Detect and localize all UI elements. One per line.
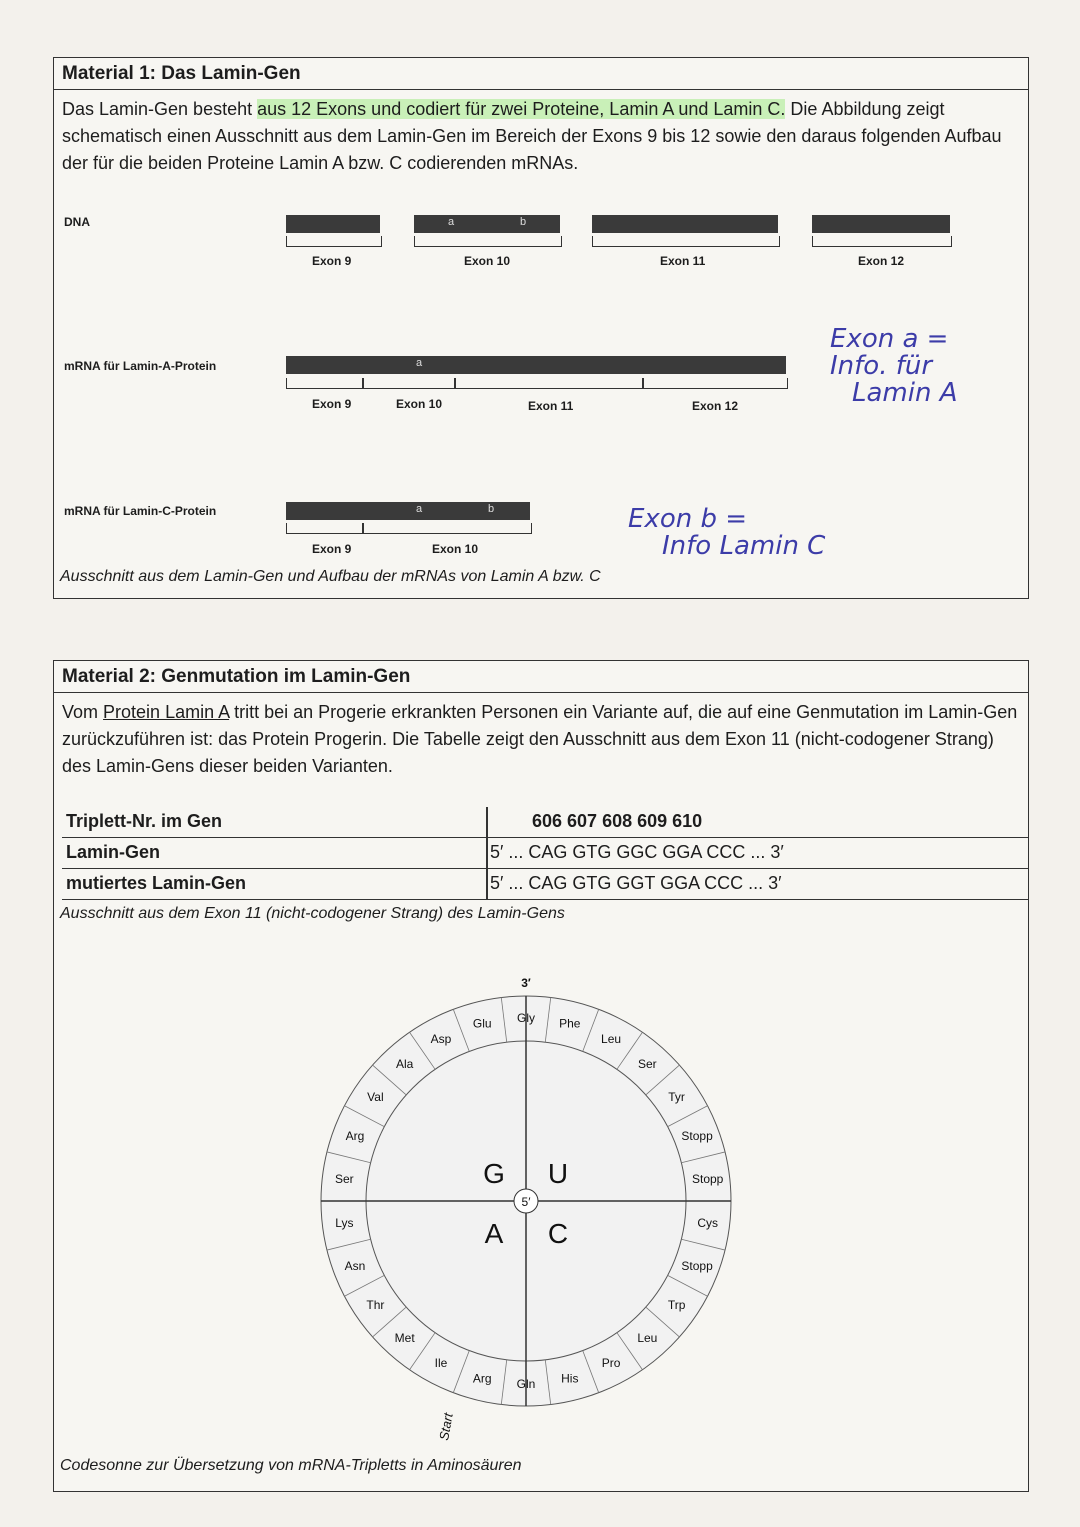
sun-amino-label: His (561, 1371, 579, 1386)
highlighted-text: aus 12 Exons und codiert für zwei Proteine, Lamin A und Lamin C. (257, 99, 786, 119)
sun-amino-label: Asp (430, 1031, 452, 1046)
dna-exon9-label: Exon 9 (312, 254, 352, 268)
mrna-c-label: mRNA für Lamin-C-Protein (64, 504, 217, 518)
mrna-a-exon11: Exon 11 (528, 399, 574, 413)
code-sun-caption: Codesonne zur Übersetzung von mRNA-Tripletts in Aminosäuren (60, 1457, 522, 1474)
material1-text: Das Lamin-Gen besteht aus 12 Exons und codiert für zwei Proteine, Lamin A und Lamin C. Die Abbildung zeigt schematisch einen Ausschnitt aus dem Lamin-Gen im Bereich der Exons 9 bis 12 sowie den daraus folgenden Aufbau der für die beiden Proteine Lamin A bzw. C codierenden mRNAs. (62, 99, 1002, 173)
dna-exon11-label: Exon 11 (660, 254, 706, 268)
mrna-a-seg-a: a (416, 357, 423, 369)
mrna-c-seg-a: a (416, 503, 423, 515)
mrna-c-exon9: Exon 9 (312, 542, 352, 556)
handwritten-note-a: Exon a = Info. für Lamin A (830, 324, 958, 408)
mrna-a-exon12: Exon 12 (692, 399, 739, 413)
mrna-c-bar (286, 502, 530, 520)
table-row: Triplett-Nr. im Gen 606 607 608 609 610 (62, 807, 1028, 838)
dna-exon10-bar (414, 215, 560, 233)
sun-amino-label: Lys (335, 1216, 354, 1231)
table-row: mutiertes Lamin-Gen 5′ ... CAG GTG GGT GGA CCC ... 3′ (62, 869, 1028, 900)
sun-inner-base: U (547, 1158, 569, 1189)
sun-amino-label: Gln (516, 1377, 536, 1391)
code-sun-diagram (266, 929, 786, 1449)
mrna-a-bar (286, 356, 786, 374)
sun-amino-label: Asn (344, 1258, 366, 1273)
sun-amino-label: Tyr (668, 1090, 685, 1105)
sun-amino-label: Stopp (681, 1129, 713, 1144)
seg-a-label: a (448, 216, 455, 228)
mrna-a-label: mRNA für Lamin-A-Protein (64, 359, 217, 373)
mrna-c-exon10: Exon 10 (432, 542, 479, 556)
sun-amino-label: Phe (559, 1016, 581, 1031)
handwritten-note-b: Exon b = Info Lamin C (628, 504, 826, 561)
sun-amino-label: Arg (472, 1371, 492, 1386)
material2-box (53, 660, 1029, 1492)
underlined-text: Protein Lamin A (103, 702, 230, 722)
sun-amino-label: Leu (637, 1330, 658, 1345)
material1-caption: Ausschnitt aus dem Lamin-Gen und Aufbau der mRNAs von Lamin A bzw. C (60, 568, 601, 585)
dna-label: DNA (64, 215, 90, 229)
sun-amino-label: Trp (667, 1297, 686, 1312)
sun-amino-label: Val (367, 1090, 384, 1105)
sun-amino-label: Stopp (691, 1171, 724, 1186)
material1-box (53, 57, 1029, 599)
material2-title: Material 2: Genmutation im Lamin-Gen (54, 661, 1028, 693)
sun-amino-label: Pro (601, 1356, 621, 1371)
seg-b-label: b (520, 216, 527, 228)
sun-three-prime: 3′ (521, 976, 531, 990)
table-row: Lamin-Gen 5′ ... CAG GTG GGC GGA CCC ... 3′ (62, 838, 1028, 869)
sun-amino-label: Glu (472, 1016, 492, 1031)
dna-exon11-bar (592, 215, 778, 233)
sun-amino-label: Ser (334, 1171, 354, 1186)
sun-amino-label: Ile (434, 1356, 448, 1371)
sun-center-label: 5′ (521, 1195, 531, 1209)
sun-amino-label: Ser (638, 1057, 657, 1072)
sun-inner-base: A (484, 1218, 504, 1249)
sun-amino-label: Ala (395, 1057, 414, 1072)
dna-exon9-bar (286, 215, 380, 233)
mrna-a-exon9: Exon 9 (312, 397, 352, 411)
mrna-a-exon10: Exon 10 (396, 397, 443, 411)
dna-exon12-bar (812, 215, 950, 233)
sun-inner-base: C (547, 1218, 569, 1249)
material2-text: Vom Protein Lamin A tritt bei an Progerie erkrankten Personen ein Variante auf, die auf eine Genmutation im Lamin-Gen zurückzuführen ist: das Protein Progerin. Die Tabelle zeigt den Ausschnitt aus dem Exon 11 (nicht-codogener Strang) des Lamin-Gens dieser beiden Varianten. (62, 702, 1018, 776)
dna-exon10-label: Exon 10 (464, 254, 511, 268)
mrna-c-seg-b: b (488, 503, 495, 515)
sun-amino-label: Leu (601, 1031, 622, 1046)
sun-amino-label: Thr (366, 1297, 385, 1312)
sun-amino-label: Cys (697, 1216, 719, 1231)
sun-amino-label: Met (394, 1330, 415, 1345)
dna-exon12-label: Exon 12 (858, 254, 905, 268)
material1-title: Material 1: Das Lamin-Gen (54, 58, 1028, 90)
sun-amino-label: Gly (517, 1011, 535, 1025)
sun-start-label: Start (436, 1411, 456, 1442)
sun-amino-label: Stopp (681, 1258, 713, 1273)
table-caption: Ausschnitt aus dem Exon 11 (nicht-codogener Strang) des Lamin-Gens (60, 905, 565, 922)
sun-amino-label: Arg (345, 1129, 365, 1144)
sun-inner-base: G (483, 1158, 505, 1189)
